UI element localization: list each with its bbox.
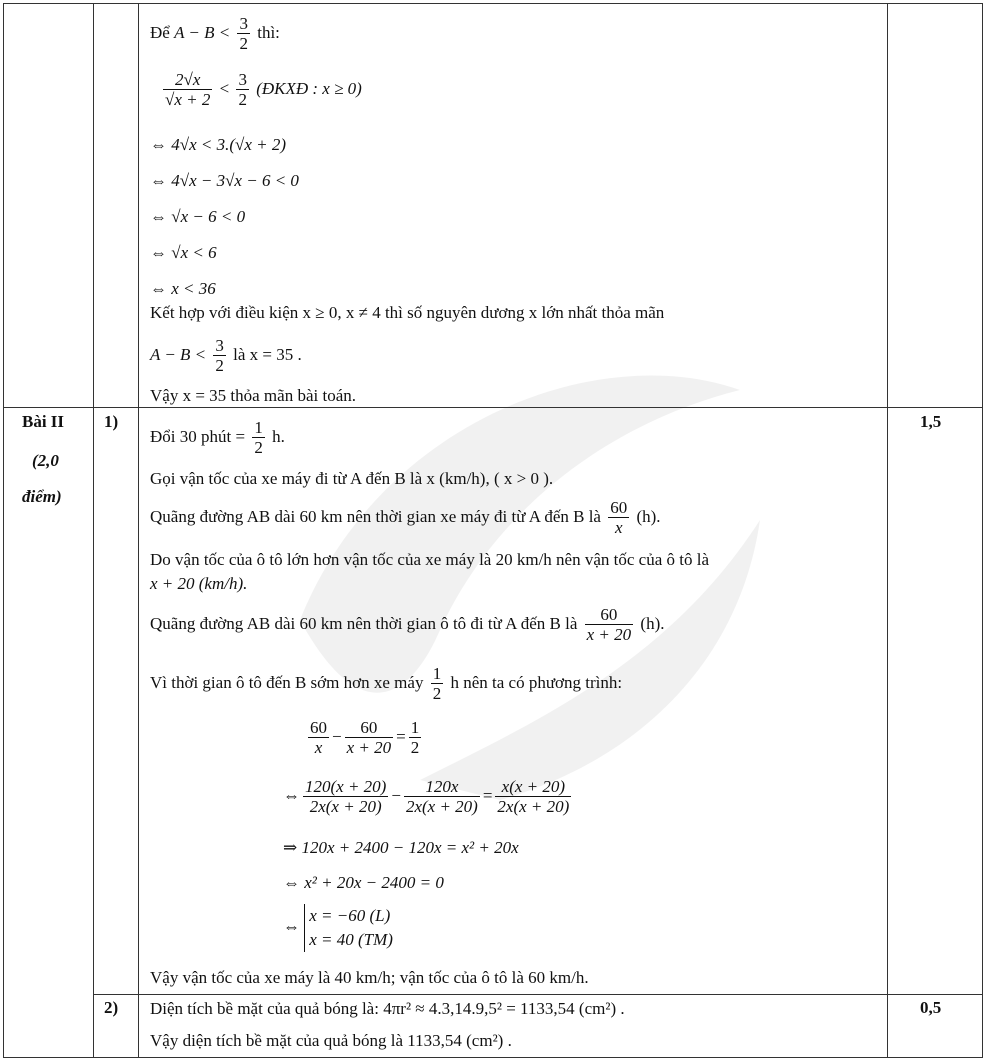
- step-line: ⇔ 4√x < 3.(√x + 2): [150, 135, 287, 154]
- grid-line: [93, 3, 94, 1057]
- part1-conclusion: Vậy vận tốc của xe máy là 40 km/h; vận tốc của ô tô là 60 km/h.: [150, 968, 589, 987]
- equation-2: ⇔ $\frac{120(x + 20)}{2x(x + 20)}$ − $\frac{120x}{2x(x + 20)}$ = $\frac{x(x + 20)}{2x(x + 20)}$: [283, 777, 570, 816]
- equation-3: ⇒ 120x + 2400 − 120x = x² + 20x: [283, 838, 519, 857]
- grid-line: [3, 1057, 983, 1058]
- part-score: 0,5: [920, 998, 942, 1017]
- equation-4: ⇔ x² + 20x − 2400 = 0: [283, 873, 444, 892]
- equation-1: $\frac{60}{x}$ − $\frac{60}{x + 20}$ = $\frac{1}{2}$: [310, 718, 420, 757]
- part-label: 2): [104, 998, 119, 1017]
- grid-line: [887, 3, 888, 1057]
- problem-points-unit: điểm): [22, 487, 62, 506]
- grid-line: [3, 407, 983, 408]
- grid-line: [3, 3, 4, 1057]
- condition-line: Để A − B < $\frac{3}{2}$ thì:: [150, 14, 280, 53]
- grid-line: [93, 994, 983, 995]
- part-label: 1): [104, 412, 119, 431]
- part-score: 1,5: [920, 412, 942, 431]
- grid-line: [982, 3, 983, 1057]
- result-line: A − B < $\frac{3}{2}$ là x = 35 .: [150, 336, 302, 375]
- car-speed-line: Do vận tốc của ô tô lớn hơn vận tốc của xe máy là 20 km/h nên vận tốc của ô tô là: [150, 550, 709, 569]
- car-speed-expr: x + 20 (km/h).: [150, 574, 248, 593]
- motorbike-time-line: Quãng đường AB dài 60 km nên thời gian xe máy đi từ A đến B là $\frac{60}{x}$ (h).: [150, 498, 661, 537]
- step-line: ⇔ √x − 6 < 0: [150, 207, 246, 226]
- equation-5: ⇔ x = −60 (L) x = 40 (TM): [283, 904, 393, 952]
- convert-line: Đổi 30 phút = $\frac{1}{2}$ h.: [150, 418, 285, 457]
- conclusion-line: Vậy x = 35 thỏa mãn bài toán.: [150, 386, 356, 405]
- problem-points: (2,0: [32, 451, 59, 470]
- grid-line: [3, 3, 983, 4]
- problem-title: Bài II: [22, 412, 65, 431]
- area-conclusion-line: Vậy diện tích bề mặt của quả bóng là 1133,54 (cm²) .: [150, 1031, 512, 1050]
- area-formula-line: Diện tích bề mặt của quả bóng là: 4πr² ≈ 4.3,14.9,5² = 1133,54 (cm²) .: [150, 999, 625, 1018]
- step-line: ⇔ 4√x − 3√x − 6 < 0: [150, 171, 299, 190]
- step-line: ⇔ √x < 6: [150, 243, 217, 262]
- grid-line: [138, 3, 139, 1057]
- variable-line: Gọi vận tốc của xe máy đi từ A đến B là x (km/h), ( x > 0 ).: [150, 469, 554, 488]
- step-line: ⇔ x < 36: [150, 279, 216, 298]
- inequality-line: $\frac{2√x}{√x + 2}$ < $\frac{3}{2}$ (ĐKXĐ : x ≥ 0): [165, 70, 362, 109]
- combine-line: Kết hợp với điều kiện x ≥ 0, x ≠ 4 thì số nguyên dương x lớn nhất thỏa mãn: [150, 303, 665, 322]
- equation-setup-line: Vì thời gian ô tô đến B sớm hơn xe máy $\frac{1}{2}$ h nên ta có phương trình:: [150, 664, 623, 703]
- car-time-line: Quãng đường AB dài 60 km nên thời gian ô tô đi từ A đến B là $\frac{60}{x + 20}$ (h).: [150, 605, 665, 644]
